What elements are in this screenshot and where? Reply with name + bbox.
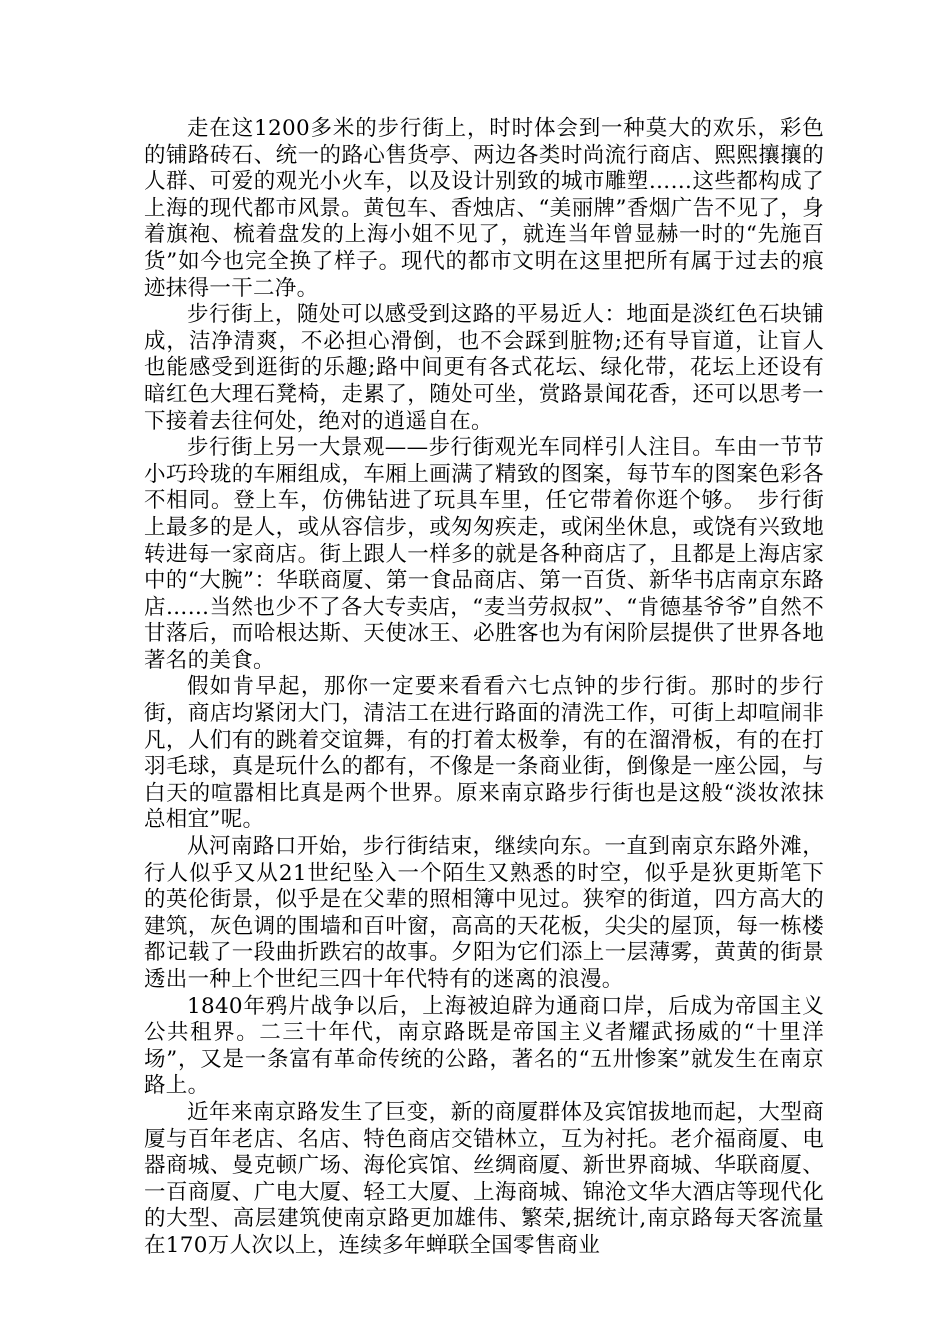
paragraph: 步行街上，随处可以感受到这路的平易近人：地面是淡红色石块铺成，洁净清爽，不必担心滑倒，也不会踩到脏物;还有导盲道，让盲人也能感受到逛街的乐趣;路中间更有各式花坛、绿化带，花坛上还设有暗红色大理石凳椅，走累了，随处可坐，赏路景闻花香，还可以思考一下接着去往何处，绝对的逍遥自在。 [144,302,824,434]
paragraph: 1840年鸦片战争以后，上海被迫辟为通商口岸，后成为帝国主义公共租界。二三十年代，南京路既是帝国主义者耀武扬威的“十里洋场”，又是一条富有革命传统的公路，著名的“五卅惨案”就发生在南京路上。 [144,993,824,1099]
paragraph: 假如肯早起，那你一定要来看看六七点钟的步行街。那时的步行街，商店均紧闭大门，清洁工在进行路面的清洗工作，可街上却喧闹非凡，人们有的跳着交谊舞，有的打着太极拳，有的在溜滑板，有的在打羽毛球，真是玩什么的都有，不像是一条商业街，倒像是一座公园，与白天的喧嚣相比真是两个世界。原来南京路步行街也是这般“淡妆浓抹总相宜”呢。 [144,674,824,833]
document-body [144,116,824,1260]
paragraph: 步行街上另一大景观——步行街观光车同样引人注目。车由一节节小巧玲珑的车厢组成，车厢上画满了精致的图案，每节车的图案色彩各不相同。登上车，仿佛钻进了玩具车里，任它带着你逛个够。 步行街上最多的是人，或从容信步，或匆匆疾走，或闲坐休息，或饶有兴致地转进每一家商店。街上跟人一样多的就是各种商店了，且都是上海店家中的“大腕”：华联商厦、第一食品商店、第一百货、新华书店南京东路店……当然也少不了各大专卖店，“麦当劳叔叔”、“肯德基爷爷”自然不甘落后，而哈根达斯、天使冰王、必胜客也为有闲阶层提供了世界各地著名的美食。 [144,435,824,673]
paragraph: 从河南路口开始，步行街结束，继续向东。一直到南京东路外滩，行人似乎又从21世纪坠入一个陌生又熟悉的时空，似乎是狄更斯笔下的英伦街景，似乎是在父辈的照相簿中见过。狭窄的街道，四方高大的建筑，灰色调的围墙和百叶窗，高高的天花板，尖尖的屋顶，每一栋楼都记载了一段曲折跌宕的故事。夕阳为它们添上一层薄雾，黄黄的街景透出一种上个世纪三四十年代特有的迷离的浪漫。 [144,834,824,992]
paragraph: 近年来南京路发生了巨变，新的商厦群体及宾馆拔地而起，大型商厦与百年老店、名店、特色商店交错林立，互为衬托。老介福商厦、电器商城、曼克顿广场、海伦宾馆、丝绸商厦、新世界商城、华联商厦、一百商厦、广电大厦、轻工大厦、上海商城、锦沧文华大酒店等现代化的大型、高层建筑使南京路更加雄伟、繁荣,据统计,南京路每天客流量在170万人次以上，连续多年蝉联全国零售商业 [144,1099,824,1258]
paragraph: 走在这1200多米的步行街上，时时体会到一种莫大的欢乐，彩色的铺路砖石、统一的路心售货亭、两边各类时尚流行商店、熙熙攘攘的人群、可爱的观光小火车，以及设计别致的城市雕塑……这些都构成了上海的现代都市风景。黄包车、香烛店、“美丽牌”香烟广告不见了，身着旗袍、梳着盘发的上海小姐不见了，就连当年曾显赫一时的“先施百货”如今也完全换了样子。现代的都市文明在这里把所有属于过去的痕迹抹得一干二净。 [144,116,824,301]
